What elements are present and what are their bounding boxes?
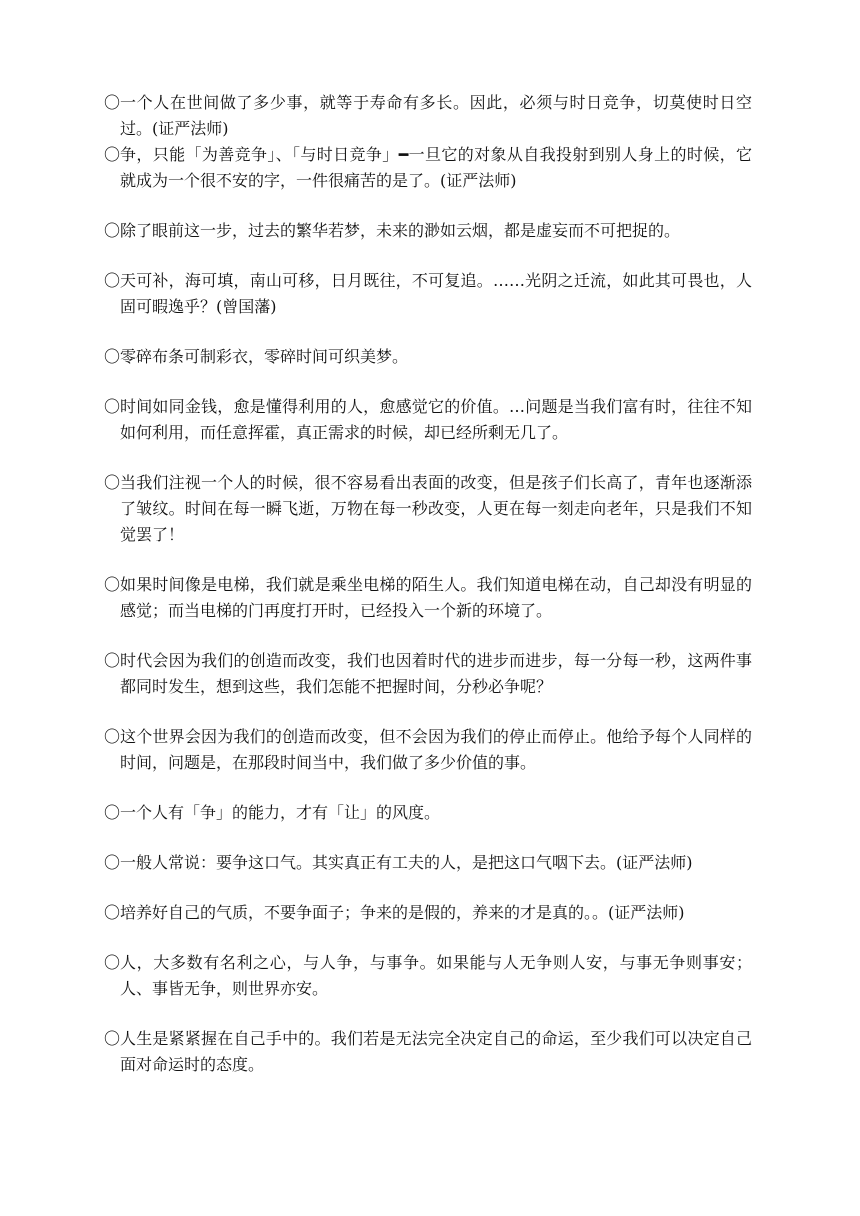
quote-text: 零碎布条可制彩衣，零碎时间可织美梦。 — [120, 347, 409, 366]
circle-bullet-icon: 〇 — [104, 803, 121, 822]
quote-text: 培养好自己的气质，不要争面子；争来的是假的，养来的才是真的。。(证严法师) — [120, 903, 685, 922]
circle-bullet-icon: 〇 — [104, 727, 121, 746]
quote-item — [104, 900, 752, 926]
quote-item — [104, 394, 752, 446]
quote-item — [104, 90, 752, 142]
quote-item — [104, 268, 752, 320]
quote-text: 天可补，海可填，南山可移，日月既往，不可复追。……光阴之迁流，如此其可畏也，人固可暇逸乎？(曾国藩) — [120, 271, 752, 316]
circle-bullet-icon: 〇 — [104, 953, 121, 972]
quote-item — [104, 572, 752, 624]
circle-bullet-icon: 〇 — [104, 397, 121, 416]
quote-text: 人，大多数有名利之心，与人争，与事争。如果能与人无争则人安，与事无争则事安；人、事皆无争，则世界亦安。 — [120, 953, 752, 998]
quote-item — [104, 1026, 752, 1078]
quote-item — [104, 218, 752, 244]
quote-text: 时代会因为我们的创造而改变，我们也因着时代的进步而进步，每一分每一秒，这两件事都同时发生，想到这些，我们怎能不把握时间，分秒必争呢？ — [120, 651, 752, 696]
quote-text: 一个人在世间做了多少事，就等于寿命有多长。因此，必须与时日竞争，切莫使时日空过。(证严法师) — [120, 93, 752, 138]
circle-bullet-icon: 〇 — [104, 271, 121, 290]
circle-bullet-icon: 〇 — [104, 347, 121, 366]
circle-bullet-icon: 〇 — [104, 221, 121, 240]
quote-text: 这个世界会因为我们的创造而改变，但不会因为我们的停止而停止。他给予每个人同样的时间，问题是，在那段时间当中，我们做了多少价值的事。 — [120, 727, 752, 772]
quote-item — [104, 648, 752, 700]
quote-item — [104, 850, 752, 876]
quote-item — [104, 800, 752, 826]
circle-bullet-icon: 〇 — [104, 853, 121, 872]
quote-item — [104, 470, 752, 548]
quote-text: 争，只能「为善竞争」、「与时日竞争」━一旦它的对象从自我投射到别人身上的时候，它就成为一个很不安的字，一件很痛苦的是了。(证严法师) — [120, 145, 752, 190]
quote-text: 一个人有「争」的能力，才有「让」的风度。 — [120, 803, 441, 822]
circle-bullet-icon: 〇 — [104, 575, 121, 594]
quote-text: 如果时间像是电梯，我们就是乘坐电梯的陌生人。我们知道电梯在动，自己却没有明显的感觉；而当电梯的门再度打开时，已经投入一个新的环境了。 — [120, 575, 752, 620]
circle-bullet-icon: 〇 — [104, 473, 121, 492]
circle-bullet-icon: 〇 — [104, 93, 121, 112]
circle-bullet-icon: 〇 — [104, 1029, 121, 1048]
quote-text: 当我们注视一个人的时候，很不容易看出表面的改变，但是孩子们长高了，青年也逐渐添了皱纹。时间在每一瞬飞逝，万物在每一秒改变，人更在每一刻走向老年，只是我们不知觉罢了！ — [120, 473, 752, 544]
quote-item — [104, 142, 752, 194]
quote-text: 时间如同金钱，愈是懂得利用的人，愈感觉它的价值。…问题是当我们富有时，往往不知如何利用，而任意挥霍，真正需求的时候，却已经所剩无几了。 — [120, 397, 752, 442]
quote-item — [104, 344, 752, 370]
quote-item — [104, 950, 752, 1002]
quote-text: 一般人常说：要争这口气。其实真正有工夫的人，是把这口气咽下去。(证严法师) — [120, 853, 693, 872]
circle-bullet-icon: 〇 — [104, 903, 121, 922]
quote-text: 人生是紧紧握在自己手中的。我们若是无法完全决定自己的命运，至少我们可以决定自己面对命运时的态度。 — [120, 1029, 752, 1074]
circle-bullet-icon: 〇 — [104, 145, 121, 164]
quote-text: 除了眼前这一步，过去的繁华若梦，未来的渺如云烟，都是虚妄而不可把捉的。 — [120, 221, 681, 240]
circle-bullet-icon: 〇 — [104, 651, 121, 670]
quote-item — [104, 724, 752, 776]
